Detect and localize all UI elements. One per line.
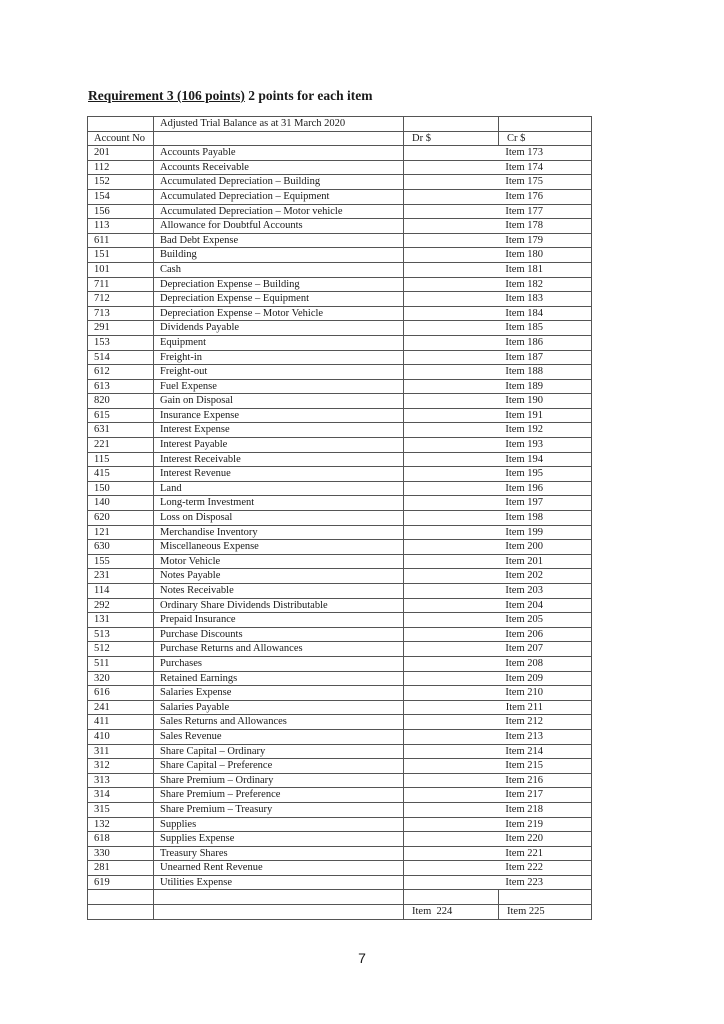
totals-blank-no (88, 905, 154, 920)
account-name: Bad Debt Expense (154, 233, 404, 248)
item-cell: Item 177 (404, 204, 592, 219)
account-number: 313 (88, 773, 154, 788)
table-row (88, 189, 592, 204)
account-number: 231 (88, 569, 154, 584)
account-name: Fuel Expense (154, 379, 404, 394)
account-name: Notes Receivable (154, 584, 404, 599)
item-cell: Item 205 (404, 613, 592, 628)
account-name: Interest Receivable (154, 452, 404, 467)
account-name: Accumulated Depreciation – Equipment (154, 189, 404, 204)
account-name: Accounts Payable (154, 146, 404, 161)
table-row (88, 729, 592, 744)
item-cell: Item 196 (404, 481, 592, 496)
account-name: Supplies (154, 817, 404, 832)
item-cell: Item 220 (404, 832, 592, 847)
caption-blank-dr (404, 117, 499, 132)
account-number: 201 (88, 146, 154, 161)
item-cell: Item 174 (404, 160, 592, 175)
account-name: Purchases (154, 656, 404, 671)
table-row (88, 321, 592, 336)
account-name: Allowance for Doubtful Accounts (154, 219, 404, 234)
account-number: 281 (88, 861, 154, 876)
account-number: 154 (88, 189, 154, 204)
caption-blank-cr (499, 117, 592, 132)
account-number: 121 (88, 525, 154, 540)
account-number: 612 (88, 365, 154, 380)
requirement-points: 2 points for each item (244, 88, 373, 103)
item-cell: Item 181 (404, 262, 592, 277)
table-row (88, 861, 592, 876)
account-number: 291 (88, 321, 154, 336)
table-row (88, 496, 592, 511)
table-row (88, 350, 592, 365)
item-cell: Item 213 (404, 729, 592, 744)
account-name: Share Capital – Preference (154, 759, 404, 774)
item-cell: Item 191 (404, 408, 592, 423)
account-number: 613 (88, 379, 154, 394)
table-row (88, 292, 592, 307)
account-name: Purchase Discounts (154, 627, 404, 642)
account-name: Accounts Receivable (154, 160, 404, 175)
account-number: 320 (88, 671, 154, 686)
item-cell: Item 178 (404, 219, 592, 234)
account-number: 131 (88, 613, 154, 628)
account-number: 330 (88, 846, 154, 861)
requirement-title: Requirement 3 (106 points) (88, 88, 245, 103)
item-cell: Item 190 (404, 394, 592, 409)
table-row (88, 875, 592, 890)
account-name: Motor Vehicle (154, 554, 404, 569)
table-row (88, 627, 592, 642)
account-number: 410 (88, 729, 154, 744)
account-number: 221 (88, 438, 154, 453)
item-cell: Item 200 (404, 540, 592, 555)
item-cell: Item 222 (404, 861, 592, 876)
item-cell: Item 202 (404, 569, 592, 584)
account-name: Retained Earnings (154, 671, 404, 686)
blank-cell (88, 890, 154, 905)
table-row (88, 146, 592, 161)
account-number: 115 (88, 452, 154, 467)
table-row (88, 540, 592, 555)
item-cell: Item 197 (404, 496, 592, 511)
account-name: Dividends Payable (154, 321, 404, 336)
account-name: Share Premium – Preference (154, 788, 404, 803)
account-number: 101 (88, 262, 154, 277)
item-cell: Item 218 (404, 802, 592, 817)
item-cell: Item 189 (404, 379, 592, 394)
item-cell: Item 208 (404, 656, 592, 671)
account-number: 112 (88, 160, 154, 175)
account-number: 512 (88, 642, 154, 657)
account-name: Depreciation Expense – Equipment (154, 292, 404, 307)
account-name: Depreciation Expense – Building (154, 277, 404, 292)
table-row (88, 511, 592, 526)
page-number: 7 (358, 950, 366, 966)
item-cell: Item 219 (404, 817, 592, 832)
account-name: Accumulated Depreciation – Motor vehicle (154, 204, 404, 219)
item-cell: Item 211 (404, 700, 592, 715)
account-number: 292 (88, 598, 154, 613)
account-number: 113 (88, 219, 154, 234)
account-number: 618 (88, 832, 154, 847)
table-row (88, 365, 592, 380)
account-number: 153 (88, 335, 154, 350)
account-name: Share Premium – Treasury (154, 802, 404, 817)
item-cell: Item 199 (404, 525, 592, 540)
account-name: Equipment (154, 335, 404, 350)
item-cell: Item 203 (404, 584, 592, 599)
account-number: 151 (88, 248, 154, 263)
table-row (88, 569, 592, 584)
account-name: Depreciation Expense – Motor Vehicle (154, 306, 404, 321)
account-name: Accumulated Depreciation – Building (154, 175, 404, 190)
table-row (88, 554, 592, 569)
account-number: 820 (88, 394, 154, 409)
account-name: Supplies Expense (154, 832, 404, 847)
table-header-row (88, 131, 592, 146)
item-cell: Item 209 (404, 671, 592, 686)
item-cell: Item 198 (404, 511, 592, 526)
table-row (88, 219, 592, 234)
table-row (88, 408, 592, 423)
table-row (88, 262, 592, 277)
account-name: Utilities Expense (154, 875, 404, 890)
table-caption: Adjusted Trial Balance as at 31 March 2020 (154, 117, 404, 132)
total-dr: Item 224 (404, 905, 499, 920)
account-number: 713 (88, 306, 154, 321)
table-row (88, 759, 592, 774)
table-row (88, 306, 592, 321)
table-row (88, 788, 592, 803)
item-cell: Item 195 (404, 467, 592, 482)
table-row (88, 584, 592, 599)
account-name: Cash (154, 262, 404, 277)
requirement-heading (88, 88, 373, 104)
blank-cell (154, 890, 404, 905)
account-name: Purchase Returns and Allowances (154, 642, 404, 657)
account-number: 315 (88, 802, 154, 817)
item-cell: Item 217 (404, 788, 592, 803)
total-cr: Item 225 (499, 905, 592, 920)
table-row (88, 204, 592, 219)
account-number: 312 (88, 759, 154, 774)
item-cell: Item 214 (404, 744, 592, 759)
account-name: Merchandise Inventory (154, 525, 404, 540)
item-cell: Item 187 (404, 350, 592, 365)
account-name: Salaries Payable (154, 700, 404, 715)
account-name: Interest Payable (154, 438, 404, 453)
item-cell: Item 204 (404, 598, 592, 613)
account-number: 619 (88, 875, 154, 890)
table-row (88, 452, 592, 467)
account-number: 314 (88, 788, 154, 803)
item-cell: Item 173 (404, 146, 592, 161)
header-account-no: Account No (88, 131, 154, 146)
account-name: Unearned Rent Revenue (154, 861, 404, 876)
table-row (88, 802, 592, 817)
table-row (88, 394, 592, 409)
table-row (88, 671, 592, 686)
account-number: 616 (88, 686, 154, 701)
table-row (88, 481, 592, 496)
table-row (88, 817, 592, 832)
header-dr: Dr $ (404, 131, 499, 146)
account-number: 631 (88, 423, 154, 438)
table-row (88, 846, 592, 861)
table-row (88, 438, 592, 453)
account-name: Sales Revenue (154, 729, 404, 744)
item-cell: Item 186 (404, 335, 592, 350)
table-row (88, 160, 592, 175)
table-row (88, 744, 592, 759)
account-number: 615 (88, 408, 154, 423)
item-cell: Item 180 (404, 248, 592, 263)
item-cell: Item 193 (404, 438, 592, 453)
account-name: Salaries Expense (154, 686, 404, 701)
account-name: Prepaid Insurance (154, 613, 404, 628)
account-name: Treasury Shares (154, 846, 404, 861)
header-cr: Cr $ (499, 131, 592, 146)
account-name: Gain on Disposal (154, 394, 404, 409)
item-cell: Item 221 (404, 846, 592, 861)
item-cell: Item 176 (404, 189, 592, 204)
account-number: 140 (88, 496, 154, 511)
account-number: 411 (88, 715, 154, 730)
account-name: Building (154, 248, 404, 263)
table-row (88, 423, 592, 438)
account-number: 611 (88, 233, 154, 248)
account-number: 711 (88, 277, 154, 292)
table-row (88, 773, 592, 788)
table-row (88, 656, 592, 671)
item-cell: Item 216 (404, 773, 592, 788)
table-row (88, 175, 592, 190)
table-row (88, 832, 592, 847)
account-number: 415 (88, 467, 154, 482)
account-name: Ordinary Share Dividends Distributable (154, 598, 404, 613)
account-number: 152 (88, 175, 154, 190)
account-name: Loss on Disposal (154, 511, 404, 526)
account-number: 513 (88, 627, 154, 642)
item-cell: Item 201 (404, 554, 592, 569)
caption-blank-cell (88, 117, 154, 132)
item-cell: Item 179 (404, 233, 592, 248)
account-name: Land (154, 481, 404, 496)
table-row (88, 335, 592, 350)
table-row (88, 379, 592, 394)
account-name: Freight-out (154, 365, 404, 380)
item-cell: Item 207 (404, 642, 592, 657)
table-row (88, 248, 592, 263)
totals-row (88, 905, 592, 920)
account-number: 514 (88, 350, 154, 365)
account-number: 241 (88, 700, 154, 715)
table-row (88, 686, 592, 701)
account-name: Freight-in (154, 350, 404, 365)
trial-balance-table (87, 116, 592, 920)
item-cell: Item 188 (404, 365, 592, 380)
account-number: 511 (88, 656, 154, 671)
blank-cell (499, 890, 592, 905)
item-cell: Item 184 (404, 306, 592, 321)
account-name: Interest Expense (154, 423, 404, 438)
table-row (88, 467, 592, 482)
item-cell: Item 194 (404, 452, 592, 467)
blank-row (88, 890, 592, 905)
item-cell: Item 223 (404, 875, 592, 890)
item-cell: Item 185 (404, 321, 592, 336)
item-cell: Item 210 (404, 686, 592, 701)
account-name: Notes Payable (154, 569, 404, 584)
item-cell: Item 206 (404, 627, 592, 642)
table-row (88, 613, 592, 628)
table-row (88, 700, 592, 715)
account-name: Share Capital – Ordinary (154, 744, 404, 759)
account-number: 156 (88, 204, 154, 219)
account-number: 114 (88, 584, 154, 599)
blank-cell (404, 890, 499, 905)
account-number: 311 (88, 744, 154, 759)
account-number: 132 (88, 817, 154, 832)
account-number: 712 (88, 292, 154, 307)
account-name: Insurance Expense (154, 408, 404, 423)
table-row (88, 525, 592, 540)
table-row (88, 233, 592, 248)
account-number: 630 (88, 540, 154, 555)
table-row (88, 598, 592, 613)
table-row (88, 277, 592, 292)
item-cell: Item 212 (404, 715, 592, 730)
account-name: Interest Revenue (154, 467, 404, 482)
account-name: Long-term Investment (154, 496, 404, 511)
item-cell: Item 215 (404, 759, 592, 774)
item-cell: Item 183 (404, 292, 592, 307)
table-row (88, 715, 592, 730)
account-number: 150 (88, 481, 154, 496)
account-name: Sales Returns and Allowances (154, 715, 404, 730)
account-number: 155 (88, 554, 154, 569)
table-row (88, 642, 592, 657)
account-name: Share Premium – Ordinary (154, 773, 404, 788)
totals-blank-name (154, 905, 404, 920)
header-account-name (154, 131, 404, 146)
table-caption-row (88, 117, 592, 132)
account-name: Miscellaneous Expense (154, 540, 404, 555)
item-cell: Item 192 (404, 423, 592, 438)
item-cell: Item 182 (404, 277, 592, 292)
item-cell: Item 175 (404, 175, 592, 190)
account-number: 620 (88, 511, 154, 526)
